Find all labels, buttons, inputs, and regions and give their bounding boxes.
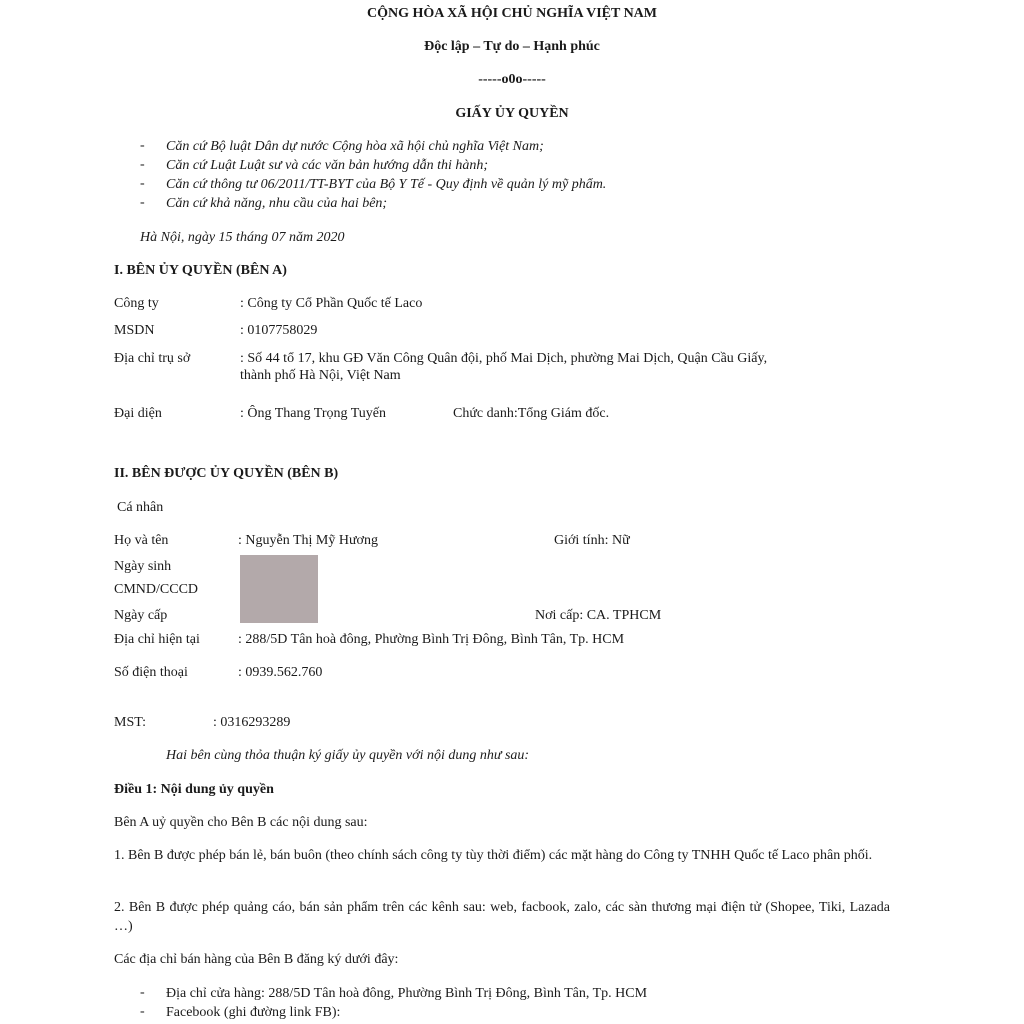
nation-title: CỘNG HÒA XÃ HỘI CHỦ NGHĨA VIỆT NAM <box>366 6 657 21</box>
issue-date-label: Ngày cấp <box>114 608 168 623</box>
bullet-dash: - <box>140 195 145 210</box>
representative-value: : Ông Thang Trọng Tuyến <box>240 406 387 421</box>
msdn-label: MSDN <box>114 323 155 338</box>
redaction-block <box>240 555 318 623</box>
phone-label: Số điện thoại <box>114 665 188 680</box>
article1-heading: Điều 1: Nội dung ủy quyền <box>114 782 274 797</box>
position-value: Chức danh:Tổng Giám đốc. <box>453 406 610 421</box>
bullet-dash: - <box>140 138 145 153</box>
legal-basis-item: Căn cứ khả năng, nhu cầu của hai bên; <box>166 196 388 211</box>
issue-place-value: Nơi cấp: CA. TPHCM <box>535 608 662 623</box>
separator: -----o0o----- <box>478 72 546 87</box>
name-label: Họ và tên <box>114 533 169 548</box>
date-line: Hà Nội, ngày 15 tháng 07 năm 2020 <box>140 230 345 245</box>
document-title: GIẤY ỦY QUYỀN <box>455 106 569 121</box>
article1-intro: Bên A uỷ quyền cho Bên B các nội dung sau: <box>114 815 368 830</box>
bullet-dash: - <box>140 1004 145 1019</box>
dob-label: Ngày sinh <box>114 559 172 574</box>
legal-basis-item: Căn cứ Bộ luật Dân dự nước Cộng hòa xã hội chủ nghĩa Việt Nam; <box>166 139 544 154</box>
phone-value: : 0939.562.760 <box>238 665 323 680</box>
article1-item2: 2. Bên B được phép quảng cáo, bán sản phẩm trên các kênh sau: web, facbook, zalo, các sàn thương mại điện tử (Shopee, Tiki, Lazada …) <box>114 900 890 934</box>
gender-value: Giới tính: Nữ <box>554 533 630 548</box>
address-a-label: Địa chỉ trụ sở <box>114 351 191 366</box>
article1-item1: 1. Bên B được phép bán lẻ, bán buôn (theo chính sách công ty tùy thời điểm) các mặt hàng do Công ty TNHH Quốc tế Laco phân phối. <box>114 848 873 863</box>
party-b-type: Cá nhân <box>117 500 164 515</box>
address-b-label: Địa chỉ hiện tại <box>114 632 200 647</box>
motto: Độc lập – Tự do – Hạnh phúc <box>424 39 600 54</box>
bullet-dash: - <box>140 176 145 191</box>
address-b-value: : 288/5D Tân hoà đông, Phường Bình Trị Đông, Bình Tân, Tp. HCM <box>238 632 625 647</box>
sales-address-item: Facebook (ghi đường link FB): <box>166 1005 341 1020</box>
mst-label: MST: <box>114 715 146 730</box>
company-label: Công ty <box>114 296 159 311</box>
mst-value: : 0316293289 <box>213 715 291 730</box>
party-b-heading: II. BÊN ĐƯỢC ỦY QUYỀN (BÊN B) <box>114 466 339 481</box>
id-label: CMND/CCCD <box>114 582 199 597</box>
addresses-intro: Các địa chỉ bán hàng của Bên B đăng ký dưới đây: <box>114 952 399 967</box>
sales-address-item: Địa chỉ cửa hàng: 288/5D Tân hoà đông, Phường Bình Trị Đông, Bình Tân, Tp. HCM <box>166 986 648 1001</box>
bullet-dash: - <box>140 157 145 172</box>
name-value: : Nguyễn Thị Mỹ Hương <box>238 533 378 548</box>
party-a-heading: I. BÊN ỦY QUYỀN (BÊN A) <box>114 263 287 278</box>
msdn-value: : 0107758029 <box>240 323 318 338</box>
bullet-dash: - <box>140 985 145 1000</box>
address-a-line2: thành phố Hà Nội, Việt Nam <box>240 368 401 383</box>
legal-basis-item: Căn cứ Luật Luật sư và các văn bản hướng dẫn thi hành; <box>166 158 489 173</box>
agreement-line: Hai bên cùng thỏa thuận ký giấy ủy quyền với nội dung như sau: <box>166 748 530 763</box>
company-value: : Công ty Cổ Phần Quốc tế Laco <box>240 296 423 311</box>
representative-label: Đại diện <box>114 406 162 421</box>
address-a-line1: : Số 44 tổ 17, khu GĐ Văn Công Quân đội, phố Mai Dịch, phường Mai Dịch, Quận Cầu Giấy, <box>240 351 768 366</box>
legal-basis-item: Căn cứ thông tư 06/2011/TT-BYT của Bộ Y Tế - Quy định về quản lý mỹ phẩm. <box>166 177 607 192</box>
